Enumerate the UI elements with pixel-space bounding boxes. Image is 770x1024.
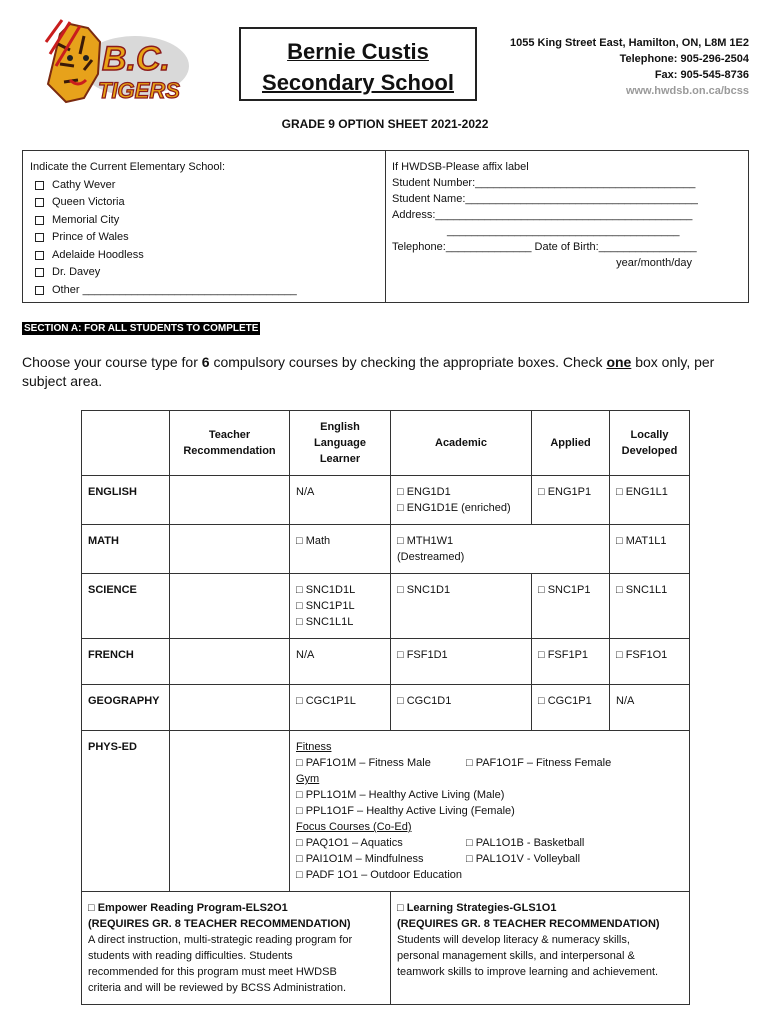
- local-option[interactable]: □ ENG1L1: [610, 476, 690, 525]
- header-teacher-recommendation: Teacher Recommendation: [170, 411, 290, 476]
- label-note: If HWDSB-Please affix label: [392, 161, 529, 173]
- header-academic: Academic: [391, 411, 532, 476]
- school-option-cathy-wever[interactable]: Cathy Wever: [30, 177, 297, 195]
- pai1o1m-option[interactable]: □ PAI1O1M – Mindfulness: [296, 853, 424, 865]
- school-option-other[interactable]: Other ___________________________________: [30, 282, 297, 300]
- teacher-rec-cell[interactable]: [170, 685, 290, 731]
- instructions-text: Choose your course type for 6 compulsory courses by checking the appropriate boxes. Check one box only, per subject area.: [22, 354, 715, 389]
- subject-science: SCIENCE: [82, 574, 170, 639]
- ell-option[interactable]: □ SNC1D1L □ SNC1P1L □ SNC1L1L: [290, 574, 391, 639]
- local-option[interactable]: □ MAT1L1: [610, 525, 690, 574]
- school-logo: [40, 14, 190, 112]
- school-name-line1: Bernie Custis: [287, 39, 429, 64]
- checkbox-icon[interactable]: [35, 216, 44, 225]
- school-option-dr-davey[interactable]: Dr. Davey: [30, 264, 297, 282]
- checkbox-icon[interactable]: [35, 251, 44, 260]
- ell-option: N/A: [290, 476, 391, 525]
- academic-option[interactable]: □ CGC1D1: [391, 685, 532, 731]
- school-option-queen-victoria[interactable]: Queen Victoria: [30, 194, 297, 212]
- table-row: [82, 892, 690, 1005]
- pal1o1b-option[interactable]: □ PAL1O1B - Basketball: [466, 837, 585, 849]
- gym-heading: Gym: [296, 773, 320, 785]
- checkbox-icon[interactable]: [35, 286, 44, 295]
- applied-option[interactable]: □ ENG1P1: [532, 476, 610, 525]
- pal1o1v-option[interactable]: □ PAL1O1V - Volleyball: [466, 853, 581, 865]
- address-field-line2[interactable]: ______________________________________: [447, 225, 680, 237]
- ppl1o1m-option[interactable]: □ PPL1O1M – Healthy Active Living (Male): [296, 789, 505, 801]
- empower-reading-program[interactable]: □ Empower Reading Program-ELS2O1 (REQUIRES GR. 8 TEACHER RECOMMENDATION) A direct instruction, multi-strategic reading program for students with reading difficulties. Students recommended for this program must meet HWDSB criteria and will be reviewed by BCSS Administration.: [82, 892, 391, 1005]
- table-header-row: [82, 411, 690, 476]
- header-ell: English Language Learner: [290, 411, 391, 476]
- school-option-adelaide-hoodless[interactable]: Adelaide Hoodless: [30, 247, 297, 265]
- paq1o1-option[interactable]: □ PAQ1O1 – Aquatics: [296, 837, 403, 849]
- academic-option[interactable]: □ SNC1D1: [391, 574, 532, 639]
- ell-option: N/A: [290, 639, 391, 685]
- svg-text:TIGERS: TIGERS: [98, 78, 180, 103]
- local-option[interactable]: □ SNC1L1: [610, 574, 690, 639]
- focus-heading: Focus Courses (Co-Ed): [296, 821, 412, 833]
- teacher-rec-cell[interactable]: [170, 525, 290, 574]
- paf1o1m-option[interactable]: □ PAF1O1M – Fitness Male: [296, 757, 431, 769]
- padf1o1-option[interactable]: □ PADF 1O1 – Outdoor Education: [296, 869, 463, 881]
- phys-ed-options: [290, 731, 690, 892]
- info-divider: [385, 150, 386, 303]
- telephone-dob-field[interactable]: Telephone:______________ Date of Birth:________________: [392, 241, 697, 253]
- header-subject: [82, 411, 170, 476]
- subject-english: ENGLISH: [82, 476, 170, 525]
- learning-strategies-program[interactable]: □ Learning Strategies-GLS1O1 (REQUIRES GR. 8 TEACHER RECOMMENDATION) Students will develop literacy & numeracy skills, personal management skills, and interpersonal & teamwork skills to improve learning and achievement.: [391, 892, 690, 1005]
- header-locally-developed: Locally Developed: [610, 411, 690, 476]
- checkbox-icon[interactable]: [35, 268, 44, 277]
- school-address: 1055 King Street East, Hamilton, ON, L8M 1E2: [509, 37, 749, 49]
- teacher-rec-cell[interactable]: [170, 476, 290, 525]
- paf1o1f-option[interactable]: □ PAF1O1F – Fitness Female: [466, 757, 612, 769]
- school-option-prince-of-wales[interactable]: Prince of Wales: [30, 229, 297, 247]
- school-address-block: [510, 35, 749, 99]
- school-telephone: Telephone: 905-296-2504: [619, 53, 749, 65]
- subject-geography: GEOGRAPHY: [82, 685, 170, 731]
- elementary-school-list: [30, 159, 297, 299]
- student-name-field[interactable]: Student Name:______________________________________: [392, 193, 698, 205]
- table-row: [82, 476, 690, 525]
- school-name-box: [239, 27, 477, 101]
- dob-format-hint: year/month/day: [616, 257, 692, 269]
- school-fax: Fax: 905-545-8736: [654, 69, 749, 81]
- header-applied: Applied: [532, 411, 610, 476]
- table-row: [82, 574, 690, 639]
- academic-option[interactable]: □ MTH1W1 (Destreamed): [391, 525, 610, 574]
- school-prompt: Indicate the Current Elementary School:: [30, 161, 226, 173]
- fitness-heading: Fitness: [296, 741, 332, 753]
- table-row: [82, 639, 690, 685]
- subject-phys-ed: PHYS-ED: [82, 731, 170, 892]
- address-field[interactable]: Address:__________________________________________: [392, 209, 693, 221]
- svg-text:B.C.: B.C.: [102, 40, 170, 78]
- applied-option[interactable]: □ CGC1P1: [532, 685, 610, 731]
- ppl1o1f-option[interactable]: □ PPL1O1F – Healthy Active Living (Female): [296, 805, 515, 817]
- student-label-fields: [392, 159, 712, 271]
- local-option[interactable]: □ FSF1O1: [610, 639, 690, 685]
- school-name-line2: Secondary School: [262, 70, 454, 95]
- teacher-rec-cell[interactable]: [170, 639, 290, 685]
- subject-french: FRENCH: [82, 639, 170, 685]
- academic-option[interactable]: □ FSF1D1: [391, 639, 532, 685]
- applied-option[interactable]: □ FSF1P1: [532, 639, 610, 685]
- checkbox-icon[interactable]: [35, 198, 44, 207]
- teacher-rec-cell[interactable]: [170, 574, 290, 639]
- school-option-memorial-city[interactable]: Memorial City: [30, 212, 297, 230]
- ell-option[interactable]: □ Math: [290, 525, 391, 574]
- local-option: N/A: [610, 685, 690, 731]
- ell-option[interactable]: □ CGC1P1L: [290, 685, 391, 731]
- applied-option[interactable]: □ SNC1P1: [532, 574, 610, 639]
- subject-math: MATH: [82, 525, 170, 574]
- academic-option[interactable]: □ ENG1D1 □ ENG1D1E (enriched): [391, 476, 532, 525]
- table-row: [82, 685, 690, 731]
- table-row: [82, 525, 690, 574]
- table-row: [82, 731, 690, 892]
- sheet-title: GRADE 9 OPTION SHEET 2021-2022: [281, 117, 489, 131]
- section-a-banner: SECTION A: FOR ALL STUDENTS TO COMPLETE: [24, 323, 259, 334]
- student-number-field[interactable]: Student Number:____________________________________: [392, 177, 696, 189]
- teacher-rec-cell[interactable]: [170, 731, 290, 892]
- school-website: www.hwdsb.on.ca/bcss: [625, 85, 749, 97]
- course-selection-table: [81, 410, 690, 1005]
- checkbox-icon[interactable]: [35, 181, 44, 190]
- checkbox-icon[interactable]: [35, 233, 44, 242]
